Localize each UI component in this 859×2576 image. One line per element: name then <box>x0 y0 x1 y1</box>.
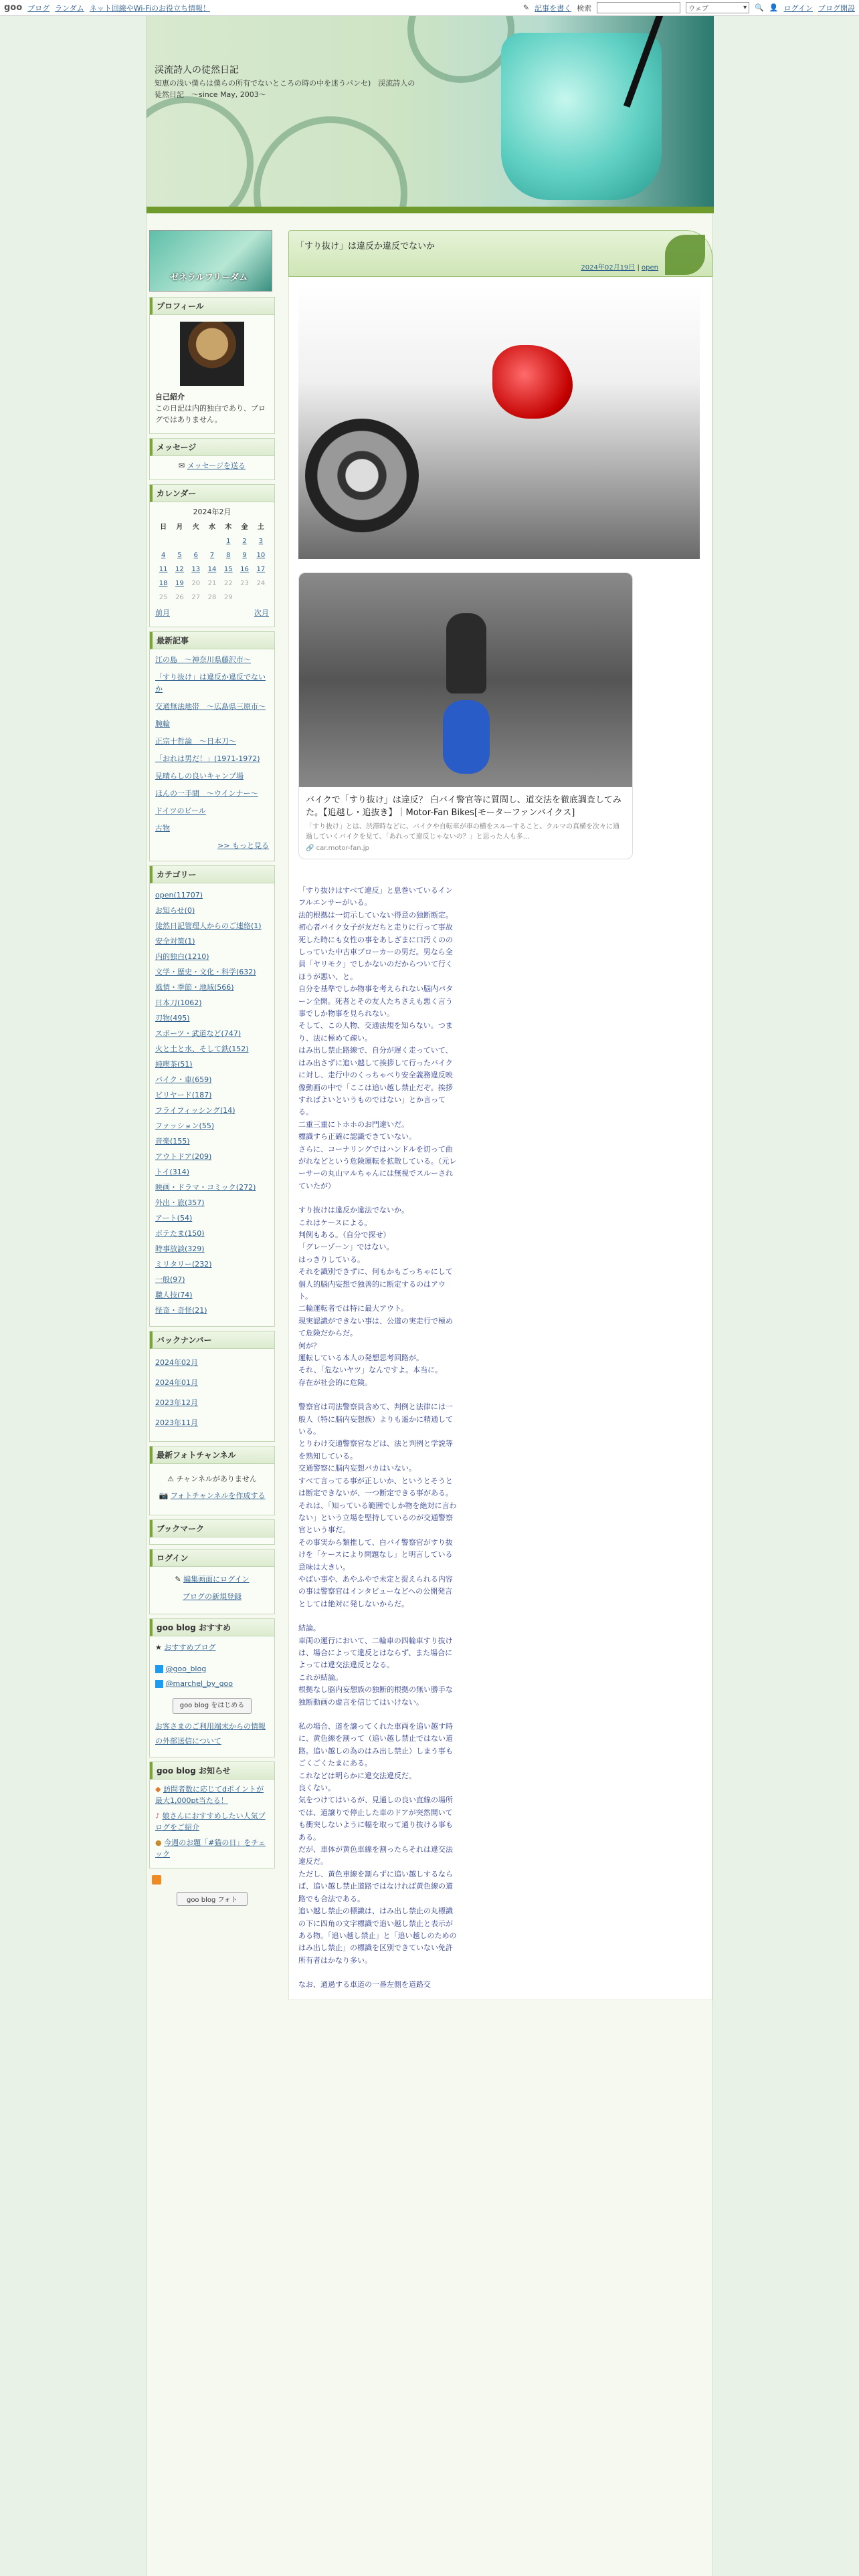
category-link[interactable]: open(11707) <box>155 891 203 899</box>
calendar-day[interactable]: 8 <box>226 552 231 559</box>
category-link[interactable]: ビリヤード(187) <box>155 1091 212 1099</box>
calendar-day[interactable]: 18 <box>159 580 168 587</box>
recent-post-link[interactable]: 「すり抜け」は違反か違反でないか <box>155 673 266 693</box>
post-line: 気をつけてはいるが、見通しの良い直線の場所では、道譲りで停止した車のドアが突然開いても衝突しないように幅を取って通り抜ける事もある。 <box>298 1796 453 1842</box>
weekday: 木 <box>225 524 232 531</box>
calendar-day: 22 <box>223 580 233 587</box>
calendar-day[interactable]: 1 <box>226 538 231 545</box>
bookmark-title: ブックマーク <box>150 1520 274 1537</box>
login-widget <box>149 1549 275 1614</box>
search-label: 検索 <box>577 3 592 13</box>
post-paragraph <box>298 1622 459 1709</box>
post-paragraph <box>298 1204 459 1389</box>
leaf-ornament <box>665 235 705 275</box>
chevron-down-icon: ▾ <box>743 4 747 11</box>
search-icon[interactable]: 🔍 <box>755 3 764 12</box>
weekday: 土 <box>257 524 264 531</box>
sidebar-banner[interactable]: ゼネラルフリーダム <box>149 230 272 292</box>
backnumber-link[interactable]: 2024年01月 <box>155 1378 198 1387</box>
bookmark-widget <box>149 1519 275 1545</box>
calendar-day[interactable]: 5 <box>177 552 182 559</box>
category-link[interactable]: 職人技(74) <box>155 1291 193 1299</box>
post-title: 「すり抜け」は違反か違反でないか <box>296 241 436 251</box>
cat-icon: ● <box>155 1838 162 1847</box>
post-line: 根拠なし脳内妄想族の独断的根拠の無い勝手な独断動画の虚言を信じてはいけない。 <box>298 1685 453 1707</box>
calendar-day: 27 <box>191 594 201 601</box>
category-link[interactable]: 時事放談(329) <box>155 1245 205 1253</box>
calendar-day[interactable]: 11 <box>159 566 168 573</box>
post-line: ただし、黄色車線を割らずに追い越しするならば、追い越し禁止道路ではなければ黄色線の道路でも合法である。 <box>298 1869 453 1903</box>
calendar-next-link[interactable]: 次月 <box>254 609 269 617</box>
post-line: それを識別できずに、何もかもごっちゃにして個人的脳内妄想で独善的に断定するのはアウト。 <box>298 1267 453 1301</box>
post-line: さらに、コーナリングではハンドルを切って曲がれなどという危険運転を拡散している。（元レーサーの丸山マルちゃんには無視でスルーされていたが） <box>298 1144 457 1190</box>
post-line: とりわけ交通警察官などは、法と判例と学説等を熟知している。 <box>298 1439 453 1461</box>
weekday: 水 <box>208 524 215 531</box>
twitter-icon <box>155 1665 163 1673</box>
post-line: 「グレーゾーン」ではない。 <box>298 1243 394 1252</box>
weekday: 日 <box>160 524 167 531</box>
topbar-nav-net[interactable]: ネット回線やWi-Fiのお役立ち情報！ <box>89 3 210 13</box>
post-line: これなどは明らかに違交法違反だ。 <box>298 1771 416 1780</box>
backnumber-link[interactable]: 2024年02月 <box>155 1358 198 1367</box>
category-link[interactable]: 内的独白(1210) <box>155 952 209 961</box>
header-bar <box>147 207 714 213</box>
post-line: やばい事や、あやふやで未定と捉えられる内容の事は警察官はインタビューなどへの公開発言としては絶対に発しないからだ。 <box>298 1574 453 1608</box>
category-link[interactable]: 映画・ドラマ・コミック(272) <box>155 1183 256 1192</box>
post-line: 二輪運転者では特に最大アウト。 <box>298 1304 409 1313</box>
pencil-icon: ✎ <box>175 1575 181 1584</box>
calendar-day[interactable]: 7 <box>209 552 215 559</box>
calendar-day[interactable]: 9 <box>242 552 247 559</box>
post-line: 追い越し禁止の標識は、はみ出し禁止の丸標識の下に四角の文字標識で追い越し禁止と表示がある物。「追い越し禁止」と「追い越しのためのはみ出し禁止」の標識を区別できていない免許所有者はかなり多い。 <box>298 1907 457 1965</box>
calendar-day[interactable]: 14 <box>207 566 217 573</box>
calendar-day[interactable]: 6 <box>193 552 198 559</box>
login-link[interactable]: ログイン <box>783 3 813 13</box>
photo-title: 最新フォトチャンネル <box>150 1446 274 1464</box>
recent-post-link[interactable]: 交通無法地帯 〜広島県三原市〜 <box>155 702 266 711</box>
calendar-month: 2024年2月 <box>193 508 231 516</box>
recent-post-link[interactable]: ほんの一手間 〜ウインナー〜 <box>155 789 258 798</box>
post-line: 何が？ <box>298 1341 320 1350</box>
post-date-link[interactable]: 2024年02月19日 <box>581 264 636 272</box>
category-link[interactable]: 文学・歴史・文化・科学(632) <box>155 968 256 976</box>
drink-glass-image <box>501 33 662 200</box>
blog-header <box>147 16 714 207</box>
calendar-day: 20 <box>191 580 201 587</box>
post-line: これはケースによる。 <box>298 1218 372 1227</box>
calendar-day[interactable]: 13 <box>191 566 201 573</box>
post-line: 二重三重にトホホのお門違いだ。 <box>298 1119 409 1129</box>
message-widget <box>149 438 275 480</box>
category-link[interactable]: お知らせ(0) <box>155 906 195 915</box>
link-card-url: 🔗 car.motor-fan.jp <box>306 845 369 852</box>
main-content <box>288 230 712 2000</box>
post-line: そして、この人物、交通法規を知らない。つまり、法に極めて疎い。 <box>298 1021 453 1043</box>
news-link[interactable]: 娘さんにおすすめしたい人気ブログをご紹介 <box>155 1812 266 1832</box>
link-card[interactable] <box>298 572 633 859</box>
link-card-title[interactable]: バイクで「すり抜け」は違反？ 白バイ警官等に質問し、道交法を徹底調査してみた。【追越し・追抜き】｜Motor-Fan Bikes[モーターファンバイクス] <box>306 795 622 818</box>
calendar-prev-link[interactable]: 前月 <box>155 609 170 617</box>
blog-description: 知恵の浅い僕らは僕らの所有でないところの時の中を迷うパンセ) 渓流詩人の徒然日記 〜since May, 2003〜 <box>155 79 415 99</box>
post-line: 標識すら正確に認識できていない。 <box>298 1132 416 1142</box>
post-line: それは、「知っている範囲でしか物を絶対に言わない」という立場を堅持しているのが交通警察官という事だ。 <box>298 1501 457 1535</box>
search-input[interactable] <box>597 2 680 13</box>
topbar-nav-blog[interactable]: ブログ <box>27 3 50 13</box>
post-line: 車両の運行において、二輪車の四輪車すり抜けは、場合によって違反とはならず、また場合によっては違交法違反となる。 <box>298 1636 453 1670</box>
calendar-day: 25 <box>159 594 168 601</box>
category-link[interactable]: 音楽(155) <box>155 1137 190 1146</box>
pencil-icon: ✎ <box>522 3 530 12</box>
post-line: 現実認識ができない事は、公道の実走行で極めて危険だからだ。 <box>298 1316 453 1338</box>
category-title: カテゴリー <box>150 866 274 883</box>
post-line: すべて言ってる事が正しいか、というとそうとは断定できないが、一つ断定できる事がある。 <box>298 1476 453 1498</box>
post-line: 結論。 <box>298 1624 320 1633</box>
category-link[interactable]: バイク・車(659) <box>155 1075 212 1084</box>
rss-icon[interactable] <box>152 1875 161 1885</box>
open-blog-link[interactable]: ブログ開設 <box>818 3 855 13</box>
search-scope-select[interactable]: ウェブ ▾ <box>686 2 749 13</box>
photo-channel-widget <box>149 1446 275 1515</box>
intro-text: この日記は内的独白であり、ブログではありません。 <box>155 404 266 424</box>
post-line: 運転している本人の発想思考回路が。 <box>298 1354 423 1363</box>
post-line: 交通警察に脳内妄想バカはいない。 <box>298 1464 416 1473</box>
news-link[interactable]: 訪問者数に応じてdポイントが最大1,000pt当たる！ <box>155 1785 264 1805</box>
twitter-link[interactable]: @marchel_by_goo <box>165 1679 233 1688</box>
link-icon: 🔗 <box>306 845 314 852</box>
create-photo-channel-link[interactable]: フォトチャンネルを作成する <box>170 1491 266 1500</box>
category-link[interactable]: ミリタリー(232) <box>155 1260 212 1269</box>
user-icon: 👤 <box>769 3 779 12</box>
star-icon: ★ <box>155 1643 162 1652</box>
post-line: それ、「危ないヤツ」なんですよ。本当に。 <box>298 1366 443 1375</box>
news-title: goo blog お知らせ <box>150 1762 274 1780</box>
category-link[interactable]: スポーツ・武道など(747) <box>155 1029 242 1038</box>
calendar-day[interactable]: 2 <box>242 538 247 545</box>
recent-post-link[interactable]: 江の島 〜神奈川県藤沢市〜 <box>155 655 251 664</box>
recent-post-link[interactable]: 腕輪 <box>155 720 170 728</box>
post-line: 私の場合、道を譲ってくれた車両を追い越す時に、黄色線を割って（追い越し禁止ではない道路。追い越しの為のはみ出し禁止）しまう事もごくごくたまにある。 <box>298 1722 453 1768</box>
backnumber-link[interactable]: 2023年11月 <box>155 1418 198 1427</box>
recommend-blog-link[interactable]: おすすめブログ <box>164 1643 216 1652</box>
post-line: 良くない。 <box>298 1784 335 1793</box>
post-line: はっきりしている。 <box>298 1255 365 1264</box>
intro-label: 自己紹介 <box>155 393 185 401</box>
category-link[interactable]: 火と土と水、そして鉄(152) <box>155 1045 249 1053</box>
post-body <box>288 277 712 2000</box>
recent-post-link[interactable]: ドイツのビール <box>155 807 206 815</box>
post-line: その事実から類推して、白バイ警察官がすり抜けを「ケースにより問題なし」と明言している意味は大きい。 <box>298 1537 453 1572</box>
weekday: 金 <box>241 524 248 531</box>
category-link[interactable]: トイ(314) <box>155 1168 190 1176</box>
calendar-day: 24 <box>256 580 266 587</box>
category-link[interactable]: 風情・季節・地域(566) <box>155 983 234 992</box>
category-link[interactable]: 外出・旅(357) <box>155 1198 205 1207</box>
calendar-day[interactable]: 19 <box>175 580 184 587</box>
recent-post-link[interactable]: 古物 <box>155 824 170 833</box>
calendar-table <box>155 520 269 605</box>
recent-post-link[interactable]: 見晴らしの良いキャンプ場 <box>155 772 244 780</box>
calendar-day: 26 <box>175 594 184 601</box>
category-link[interactable]: 刃物(495) <box>155 1014 190 1023</box>
calendar-day[interactable]: 16 <box>240 566 249 573</box>
category-link[interactable]: 純喫茶(51) <box>155 1060 193 1069</box>
link-card-desc: 「すり抜け」とは、渋滞時などに、バイクや自転車が車の横をスルーすること。クルマの真横を次々に通過していくバイクを見て、「あれって違反じゃないの？」と思った人も多... <box>306 823 619 841</box>
post-category-link[interactable]: open <box>642 264 658 272</box>
calendar-day[interactable]: 12 <box>175 566 184 573</box>
link-card-image <box>299 573 632 787</box>
post-line: はみ出し禁止路線で、自分が遅く走っていて、はみ出さずに追い越して挨拶して行ったバイクに対し、走行中のくっちゃべり安全義務違反映像動画の中で「ここは追い越し禁止だぞ。挨拶すればよいというものではない」とか言ってる。 <box>298 1046 453 1117</box>
calendar-day[interactable]: 10 <box>256 552 266 559</box>
calendar-day: 29 <box>223 594 233 601</box>
category-link[interactable]: 一般(97) <box>155 1275 185 1284</box>
external-transmission-link[interactable]: お客さまのご利用端末からの情報の外部送信について <box>155 1722 266 1745</box>
goo-logo[interactable]: goo <box>4 3 23 13</box>
profile-widget <box>149 297 275 434</box>
send-message-link[interactable]: メッセージを送る <box>187 461 246 470</box>
mail-icon: ✉ <box>178 461 185 470</box>
start-goo-blog-button[interactable]: goo blog をはじめる <box>173 1698 252 1714</box>
news-link[interactable]: 今週のお題「#猫の日」をチェック <box>155 1838 266 1858</box>
post-line: 警察官は司法警察員含めて、判例と法律には一般人（特に脳内妄想族）よりも遥かに精通している。 <box>298 1402 453 1436</box>
twitter-icon <box>155 1680 163 1688</box>
calendar-day: 28 <box>207 594 217 601</box>
recommend-widget <box>149 1618 275 1757</box>
category-link[interactable]: 日本刀(1062) <box>155 998 202 1007</box>
category-link[interactable]: フライフィッシング(14) <box>155 1106 235 1115</box>
recent-post-link[interactable]: 「おれは男だ！」(1971-1972) <box>155 754 260 763</box>
post-line: 判例もある。（自分で探せ） <box>298 1230 391 1239</box>
message-title: メッセージ <box>150 439 274 456</box>
warning-icon: ⚠ <box>167 1475 175 1483</box>
motorcycle-photo <box>298 285 700 559</box>
profile-avatar[interactable] <box>180 322 244 386</box>
twitter-link[interactable]: @goo_blog <box>165 1665 207 1673</box>
front-wheel <box>305 419 419 532</box>
category-link[interactable]: 安全対策(1) <box>155 937 195 946</box>
category-link[interactable]: ファッション(55) <box>155 1121 215 1130</box>
post-line: これが結論。 <box>298 1673 343 1682</box>
weekday: 火 <box>192 524 199 531</box>
backnumber-link[interactable]: 2023年12月 <box>155 1398 198 1407</box>
calendar-widget <box>149 484 275 627</box>
category-link[interactable]: 徒然日記管理人からのご連絡(1) <box>155 922 262 930</box>
post-line: 「すり抜けはすべて違反」と息巻いているインフルエンサーがいる。 <box>298 886 453 907</box>
post-line: 法的根拠は一切示していない得意の独断断定。初心者バイク女子が友だちと走りに行って事故死した時にも女性の事をあしざまに口汚くののしっていた中古車ブローカーの男だ。男なら全員「ヤリモク」でしかないのだからついて行くほうが悪い、と。 <box>298 910 453 981</box>
calendar-day: 21 <box>207 580 217 587</box>
post-line: すり抜けは違反か違法でないか。 <box>298 1206 409 1215</box>
backnumber-title: バックナンバー <box>150 1331 274 1349</box>
category-widget <box>149 865 275 1327</box>
more-posts-link[interactable]: >> もっと見る <box>217 841 269 850</box>
profile-title: プロフィール <box>150 298 274 315</box>
category-link[interactable]: ポテたま(150) <box>155 1229 205 1238</box>
gift-icon: ◆ <box>155 1785 161 1794</box>
post-line: 自分を基準でしか物事を考えられない脳内パターン全開。死者とその友人たちさえも悪く言う事でしか物事を見られない。 <box>298 984 453 1018</box>
calendar-title: カレンダー <box>150 485 274 502</box>
red-light <box>492 345 573 419</box>
news-widget <box>149 1761 275 1868</box>
recommend-title: goo blog おすすめ <box>150 1619 274 1636</box>
post-text <box>298 885 459 1992</box>
post-line: なお、通過する車道の一番左側を道路交 <box>298 1980 431 1990</box>
category-link[interactable]: アウトドア(209) <box>155 1152 212 1161</box>
goo-blog-photo-button[interactable]: goo blog フォト <box>177 1892 248 1906</box>
post-meta: 2024年02月19日 | open <box>581 264 658 272</box>
page-wrapper <box>146 16 713 2576</box>
calendar-day: 23 <box>240 580 249 587</box>
category-link[interactable]: 怪奇・奇怪(21) <box>155 1306 207 1315</box>
recent-posts-widget <box>149 631 275 861</box>
post-header <box>288 230 712 277</box>
calendar-day[interactable]: 3 <box>258 538 264 545</box>
edit-login-link[interactable]: 編集画面にログイン <box>183 1575 250 1584</box>
post-paragraph <box>298 1401 459 1610</box>
calendar-day[interactable]: 17 <box>256 566 266 573</box>
post-paragraph <box>298 1721 459 1967</box>
new-blog-link[interactable]: ブログの新規登録 <box>183 1592 242 1601</box>
recent-post-link[interactable]: 正宗十哲論 〜日本刀〜 <box>155 737 236 746</box>
blog-title[interactable]: 渓流詩人の徒然日記 <box>155 65 239 76</box>
note-icon: ♪ <box>155 1812 161 1820</box>
post-line: だが、車体が黄色車線を割ったらそれは違交法違反だ。 <box>298 1845 453 1866</box>
post-line: 存在が社会的に危険。 <box>298 1378 372 1387</box>
category-link[interactable]: アート(54) <box>155 1214 193 1222</box>
top-bar <box>0 0 859 16</box>
sidebar <box>149 230 275 1909</box>
login-title: ログイン <box>150 1549 274 1567</box>
write-link[interactable]: 記事を書く <box>535 3 572 13</box>
backnumber-widget <box>149 1331 275 1442</box>
topbar-nav-random[interactable]: ランダム <box>55 3 84 13</box>
recent-title: 最新記事 <box>150 632 274 649</box>
calendar-day[interactable]: 4 <box>161 552 166 559</box>
calendar-day[interactable]: 15 <box>223 566 233 573</box>
camera-icon: 📷 <box>159 1491 169 1500</box>
weekday: 月 <box>176 524 183 531</box>
post-paragraph <box>298 885 459 1192</box>
no-channel-text: チャンネルがありません <box>176 1475 257 1483</box>
